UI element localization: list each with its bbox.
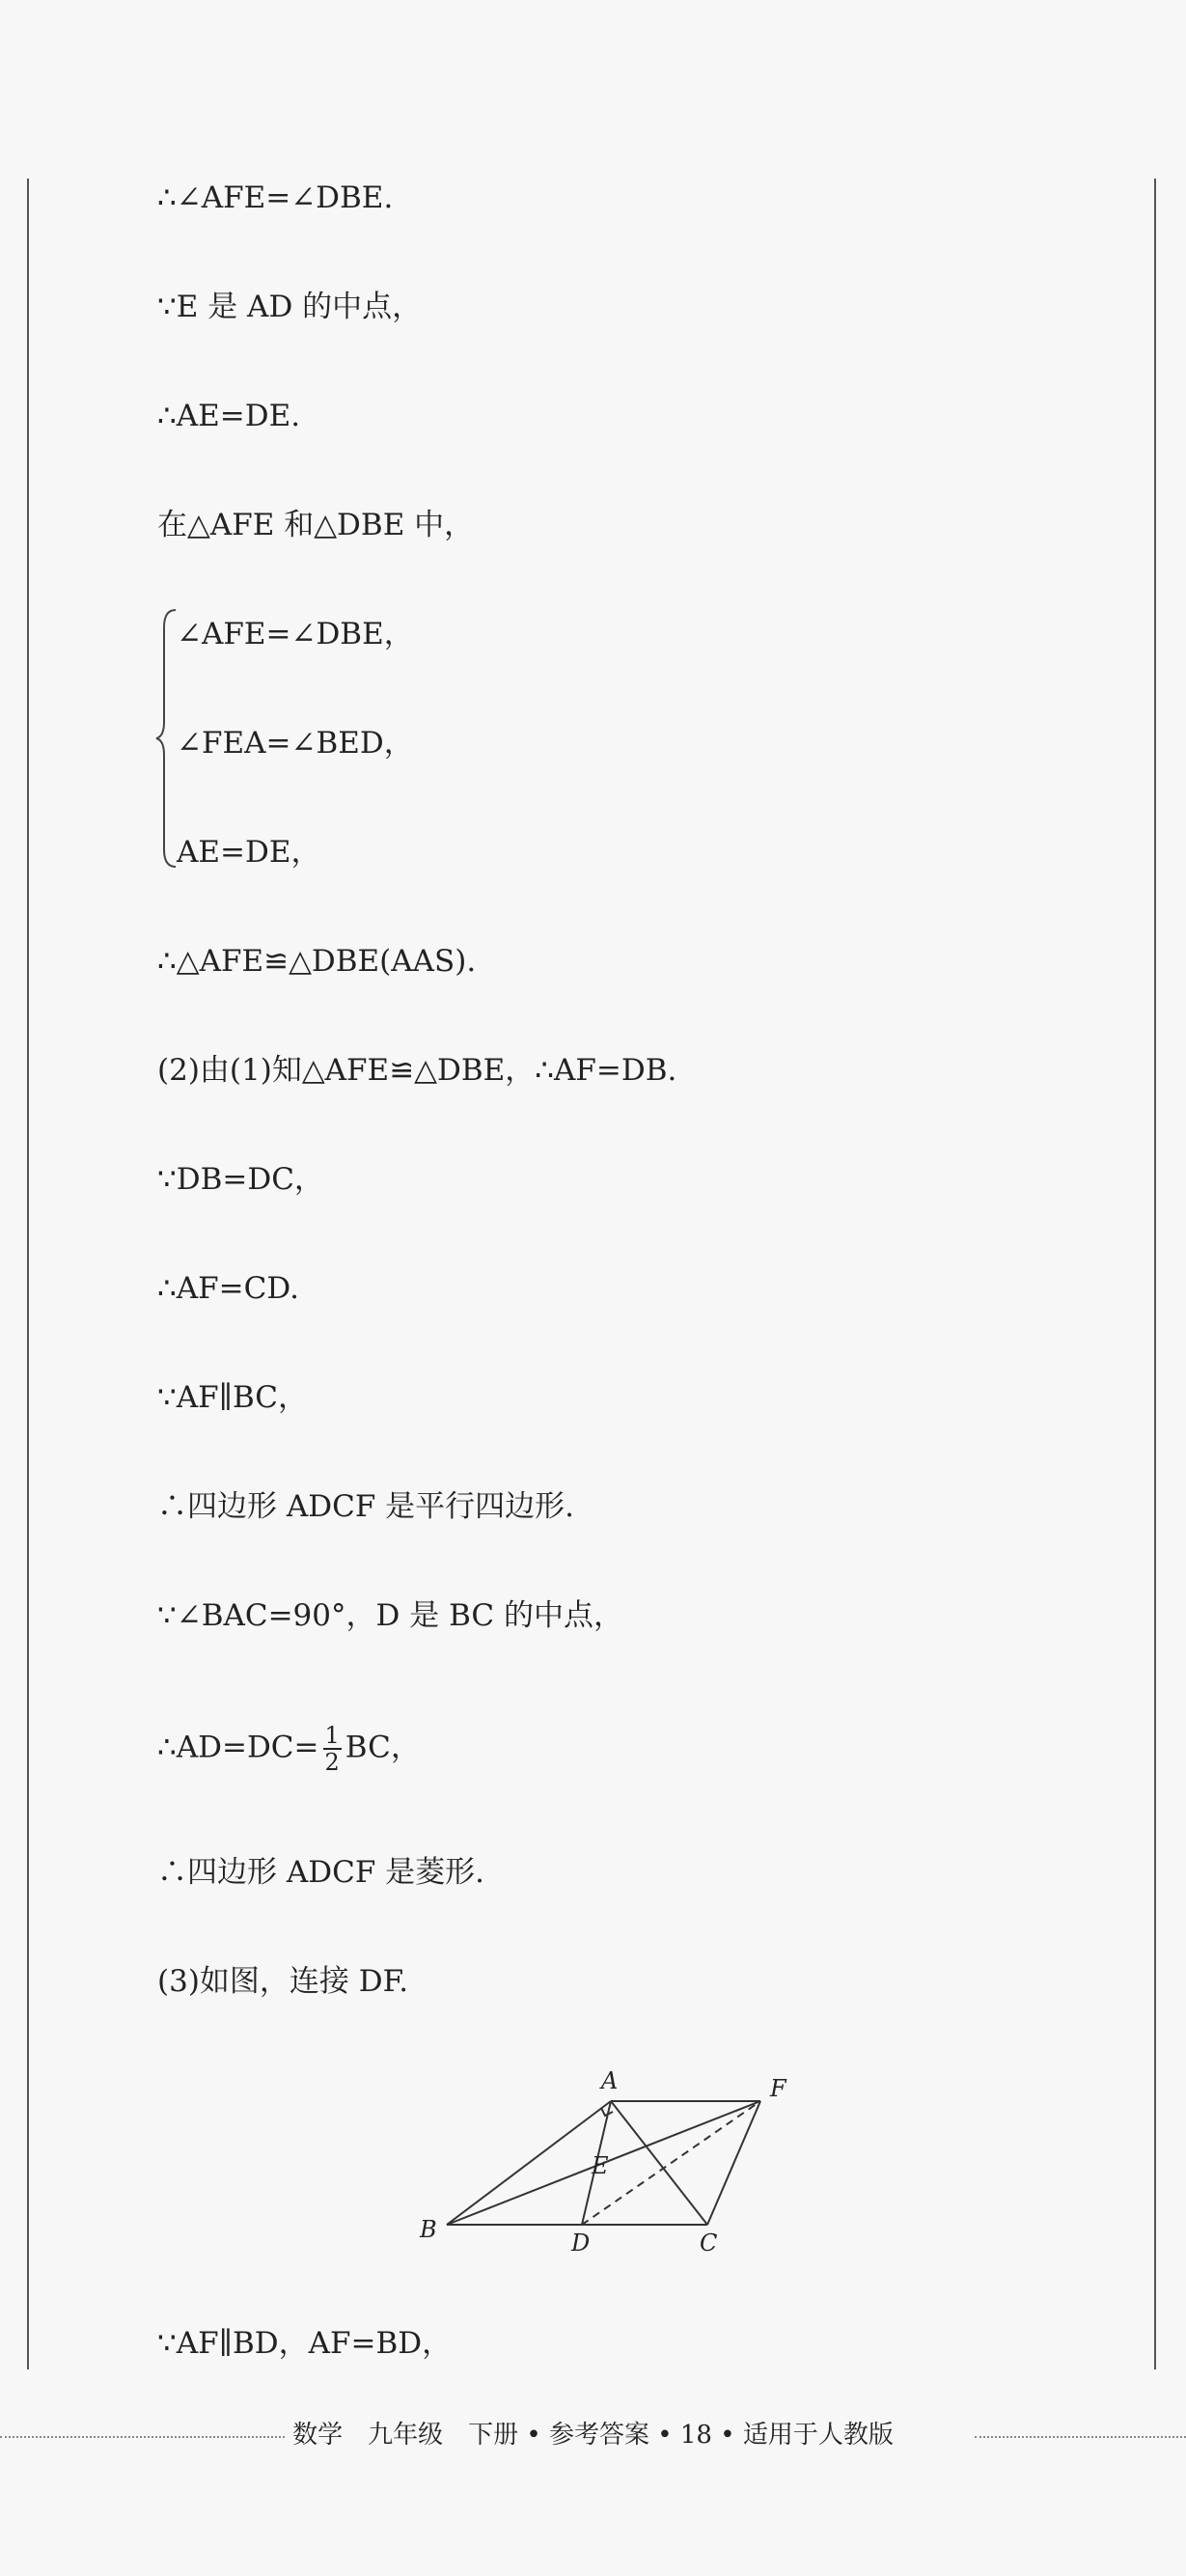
fraction-one-half	[323, 1723, 342, 1775]
system-line-2: ∠FEA=∠BED，	[177, 726, 414, 761]
page-footer: 数学 九年级 下册 • 参考答案 • 18 • 适用于人教版	[292, 2421, 894, 2450]
proof-line-12	[157, 1723, 421, 1775]
proof-line-8: ∴AF=CD.	[157, 1271, 299, 1306]
left-margin-rule	[27, 179, 29, 2369]
proof-line-9: ∵AF∥BC，	[157, 1380, 309, 1415]
equation-right: BC，	[345, 1730, 421, 1765]
proof-line-11: ∵∠BAC=90°，D 是 BC 的中点，	[157, 1598, 623, 1633]
proof-line-10: ∴四边形 ADCF 是平行四边形.	[157, 1489, 575, 1524]
system-line-3: AE=DE，	[177, 835, 321, 870]
proof-line-15: ∵AF∥BD，AF=BD，	[157, 2326, 453, 2361]
label-d: D	[571, 2230, 591, 2257]
right-angle-mark	[601, 2108, 613, 2116]
proof-line-1: ∴∠AFE=∠DBE.	[157, 180, 394, 215]
fraction-numerator: 1	[324, 1722, 340, 1749]
label-b: B	[420, 2216, 437, 2243]
right-margin-rule	[1154, 179, 1156, 2369]
proof-line-2: ∵E 是 AD 的中点，	[157, 290, 423, 324]
geometry-figure	[405, 2065, 811, 2258]
proof-line-7: ∵DB=DC，	[157, 1162, 324, 1197]
segment-ac	[611, 2101, 707, 2225]
label-f: F	[770, 2075, 786, 2102]
label-e: E	[592, 2152, 609, 2179]
equation-left: ∴AD=DC=	[157, 1730, 319, 1765]
proof-line-6: (2)由(1)知△AFE≌△DBE，∴AF=DB.	[157, 1053, 677, 1088]
proof-line-14: (3)如图，连接 DF.	[157, 1964, 409, 1999]
label-c: C	[700, 2230, 718, 2257]
label-a: A	[601, 2067, 619, 2094]
proof-line-13: ∴四边形 ADCF 是菱形.	[157, 1855, 485, 1890]
proof-line-5: ∴△AFE≌△DBE(AAS).	[157, 944, 477, 979]
fraction-denominator: 2	[324, 1749, 340, 1776]
proof-line-4: 在△AFE 和△DBE 中，	[157, 508, 475, 542]
system-line-1: ∠AFE=∠DBE，	[177, 617, 414, 651]
proof-line-3: ∴AE=DE.	[157, 399, 301, 433]
